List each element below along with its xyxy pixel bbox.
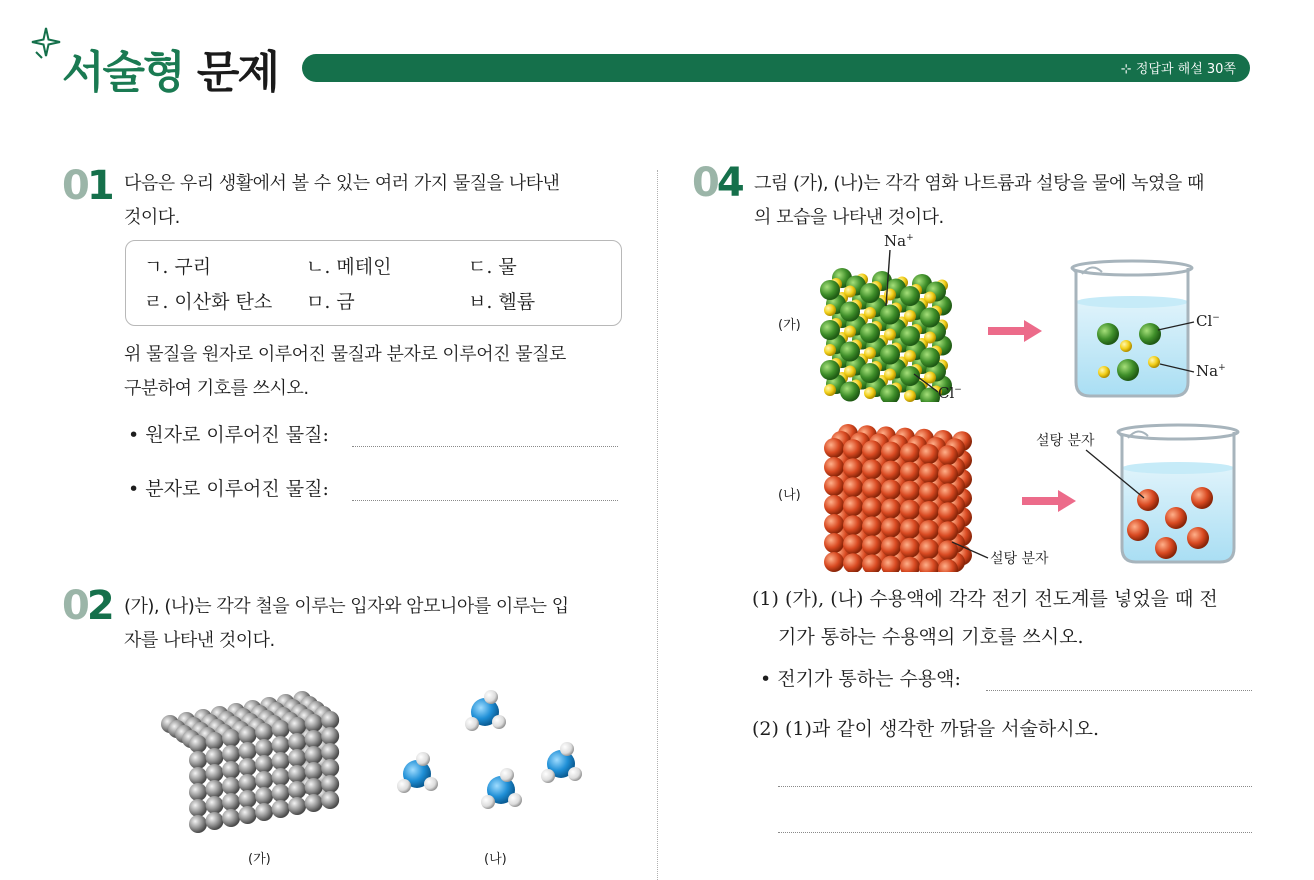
sodium-ion <box>844 326 856 338</box>
sugar-label-crystal: 설탕 분자 <box>990 551 1049 567</box>
na-pointer-line <box>880 250 900 310</box>
figure-label-a: (가) <box>778 318 801 333</box>
cl-label-crystal: Cl− <box>938 384 962 402</box>
sugar-molecule <box>843 515 863 535</box>
arrow-right-icon <box>1022 488 1078 514</box>
arrow-right-icon <box>988 318 1044 344</box>
iron-atom <box>189 751 207 769</box>
sodium-ion <box>824 384 836 396</box>
sugar-molecule <box>843 458 863 478</box>
sodium-ion <box>924 332 936 344</box>
iron-atom <box>206 764 224 782</box>
figure-label-b: (나) <box>484 852 507 867</box>
hydrogen-atom <box>568 767 582 781</box>
iron-atom <box>272 752 290 770</box>
choice-item: ㄹ. 이산화 탄소 <box>144 291 273 313</box>
iron-atom <box>239 790 257 808</box>
iron-atom <box>321 711 339 729</box>
iron-atom <box>305 714 323 732</box>
iron-atom <box>255 755 273 773</box>
iron-atom <box>239 726 257 744</box>
iron-atom <box>288 797 306 815</box>
iron-atom <box>206 812 224 830</box>
sodium-ion <box>844 286 856 298</box>
iron-atom <box>189 783 207 801</box>
sodium-ion <box>904 350 916 362</box>
figure-label-a: (가) <box>248 852 271 867</box>
answer-reference <box>1121 58 1236 77</box>
iron-atom <box>206 732 224 750</box>
hydrogen-atom <box>560 742 574 756</box>
iron-atom <box>239 774 257 792</box>
title-green: 서술형 <box>62 47 184 98</box>
iron-atom <box>321 775 339 793</box>
sugar-molecule <box>881 442 901 462</box>
sugar-molecule <box>862 535 882 555</box>
na-label-crystal: Na+ <box>884 232 914 250</box>
sodium-ion <box>904 310 916 322</box>
iron-atom <box>239 742 257 760</box>
iron-atom <box>288 733 306 751</box>
sodium-ion <box>884 329 896 341</box>
iron-atom <box>272 784 290 802</box>
chloride-ion <box>840 382 860 402</box>
sugar-molecule <box>862 497 882 517</box>
sugar-molecule <box>824 438 844 458</box>
iron-atom <box>255 771 273 789</box>
sodium-ion <box>924 292 936 304</box>
sodium-ion <box>864 387 876 399</box>
beaker-nacl-solution <box>1062 258 1202 402</box>
sugar-molecule <box>824 552 844 572</box>
question-number-1: 01 <box>62 163 112 209</box>
iron-atom <box>305 762 323 780</box>
sodium-ion <box>824 304 836 316</box>
hydrogen-atom <box>541 769 555 783</box>
sugar-molecule <box>938 464 958 484</box>
sugar-molecule <box>938 445 958 465</box>
chloride-ion <box>900 286 920 306</box>
chloride-ion <box>880 345 900 365</box>
sugar-molecule <box>862 459 882 479</box>
sugar-molecule <box>900 481 920 501</box>
iron-atom <box>321 791 339 809</box>
sugar-molecule <box>824 476 844 496</box>
sugar-molecule <box>881 499 901 519</box>
sugar-pointer-line-top <box>1082 448 1152 502</box>
iron-atom <box>239 758 257 776</box>
iron-atom <box>321 759 339 777</box>
question-1-text: 다음은 우리 생활에서 볼 수 있는 여러 가지 물질을 나타낸 것이다. <box>124 173 560 228</box>
choice-item: ㅂ. 헬륨 <box>468 291 536 313</box>
subquestion-1: (1) (가), (나) 수용액에 각각 전기 전도계를 넣었을 때 전 기가 통하는 수용액의 기호를 쓰시오. <box>752 588 1218 648</box>
sodium-ion <box>824 344 836 356</box>
sugar-molecule <box>900 538 920 558</box>
chloride-ion <box>860 363 880 383</box>
sugar-label-beaker: 설탕 분자 <box>1036 433 1095 449</box>
sparkle-icon <box>30 26 64 60</box>
sugar-molecule <box>900 500 920 520</box>
question-1-instruction: 위 물질을 원자로 이루어진 물질과 분자로 이루어진 물질로 구분하여 기호를 쓰시오. <box>124 344 566 399</box>
choice-item: ㄱ. 구리 <box>144 256 212 278</box>
header-bar <box>302 54 1250 82</box>
sugar-molecule <box>843 439 863 459</box>
iron-atom <box>272 800 290 818</box>
page-title <box>62 36 278 100</box>
sugar-molecule <box>843 477 863 497</box>
chloride-ion <box>820 360 840 380</box>
sugar-molecule <box>824 457 844 477</box>
answer-label-conductive: • 전기가 통하는 수용액: <box>760 668 961 690</box>
question-number-4: 04 <box>692 160 742 206</box>
iron-atom <box>206 748 224 766</box>
sugar-molecule <box>919 520 939 540</box>
hydrogen-atom <box>500 768 514 782</box>
hydrogen-atom <box>508 793 522 807</box>
iron-atom <box>255 803 273 821</box>
sugar-molecule <box>881 537 901 557</box>
iron-atom <box>206 780 224 798</box>
figure-label-b: (나) <box>778 488 801 503</box>
chloride-ion <box>820 280 840 300</box>
sugar-molecule <box>843 496 863 516</box>
iron-atom <box>255 723 273 741</box>
na-label-beaker: Na+ <box>1196 362 1226 380</box>
iron-atom <box>288 749 306 767</box>
sugar-molecule <box>900 519 920 539</box>
sugar-molecule <box>881 461 901 481</box>
answer-reference-text: 정답과 해설 30쪽 <box>1135 62 1236 77</box>
iron-atom <box>189 735 207 753</box>
chloride-ion <box>840 342 860 362</box>
chloride-ion <box>840 302 860 322</box>
sugar-molecule <box>919 539 939 559</box>
iron-atom <box>305 746 323 764</box>
chloride-ion <box>920 348 940 368</box>
question-number-2: 02 <box>62 583 112 629</box>
sugar-molecule <box>824 514 844 534</box>
answer-blank-reason-line1[interactable] <box>778 786 1252 787</box>
ammonia-molecules-illustration <box>385 678 605 828</box>
answer-label-molecule: • 분자로 이루어진 물질: <box>128 478 329 500</box>
sugar-molecule <box>824 495 844 515</box>
sugar-molecule <box>938 502 958 522</box>
hydrogen-atom <box>424 777 438 791</box>
sugar-molecule <box>824 533 844 553</box>
answer-blank-reason-line2[interactable] <box>778 832 1252 833</box>
iron-atom <box>321 743 339 761</box>
title-dark: 문제 <box>196 47 278 98</box>
iron-atom <box>222 777 240 795</box>
choice-item: ㄷ. 물 <box>468 256 517 278</box>
hydrogen-atom <box>484 690 498 704</box>
sugar-molecule <box>862 440 882 460</box>
sugar-molecule <box>881 518 901 538</box>
chloride-ion <box>920 308 940 328</box>
sugar-molecule <box>938 483 958 503</box>
iron-atom <box>189 815 207 833</box>
column-divider <box>657 170 658 880</box>
choice-item: ㅁ. 금 <box>306 291 355 313</box>
answer-blank-conductive[interactable] <box>986 690 1252 691</box>
iron-atom <box>272 720 290 738</box>
choice-box <box>125 240 622 326</box>
iron-atom <box>288 781 306 799</box>
chloride-ion <box>860 323 880 343</box>
iron-lattice-illustration <box>150 664 370 840</box>
sugar-molecule <box>900 462 920 482</box>
iron-atom <box>222 745 240 763</box>
question-2-text: (가), (나)는 각각 철을 이루는 입자와 암모니아를 이루는 입 자를 나타낸 것이다. <box>124 596 569 651</box>
answer-label-atom: • 원자로 이루어진 물질: <box>128 424 329 446</box>
iron-atom <box>321 727 339 745</box>
chloride-ion <box>900 326 920 346</box>
question-4-text: 그림 (가), (나)는 각각 염화 나트륨과 설탕을 물에 녹였을 때 의 모습을 나타낸 것이다. <box>754 173 1204 228</box>
iron-atom <box>222 793 240 811</box>
answer-blank-atom[interactable] <box>352 446 618 447</box>
iron-atom <box>305 778 323 796</box>
sugar-pointer-line-bottom <box>950 538 990 562</box>
iron-atom <box>222 809 240 827</box>
iron-atom <box>305 794 323 812</box>
iron-atom <box>189 767 207 785</box>
sugar-molecule <box>919 501 939 521</box>
subquestion-2: (2) (1)과 같이 생각한 까닭을 서술하시오. <box>752 718 1100 740</box>
hydrogen-atom <box>416 752 430 766</box>
iron-atom <box>189 799 207 817</box>
answer-blank-molecule[interactable] <box>352 500 618 501</box>
sugar-molecule <box>862 516 882 536</box>
chloride-ion <box>820 320 840 340</box>
hydrogen-atom <box>465 717 479 731</box>
sugar-molecule <box>900 443 920 463</box>
sodium-ion <box>884 369 896 381</box>
sodium-ion <box>844 366 856 378</box>
hydrogen-atom <box>397 779 411 793</box>
hydrogen-atom <box>481 795 495 809</box>
iron-atom <box>255 787 273 805</box>
sugar-molecule <box>919 482 939 502</box>
chloride-ion <box>860 283 880 303</box>
iron-atom <box>222 761 240 779</box>
sugar-molecule <box>862 478 882 498</box>
sugar-molecule <box>843 534 863 554</box>
iron-atom <box>305 730 323 748</box>
iron-atom <box>288 717 306 735</box>
hydrogen-atom <box>492 715 506 729</box>
sugar-molecule <box>919 463 939 483</box>
iron-atom <box>222 729 240 747</box>
sodium-ion <box>864 307 876 319</box>
iron-atom <box>288 765 306 783</box>
sugar-molecule <box>881 480 901 500</box>
iron-atom <box>239 806 257 824</box>
iron-atom <box>272 736 290 754</box>
iron-atom <box>255 739 273 757</box>
plus-star-icon: ⊹ <box>1120 62 1132 77</box>
iron-atom <box>272 768 290 786</box>
iron-atom <box>206 796 224 814</box>
sodium-ion <box>864 347 876 359</box>
choice-item: ㄴ. 메테인 <box>306 256 392 278</box>
cl-label-beaker: Cl− <box>1196 312 1220 330</box>
sugar-molecule <box>919 444 939 464</box>
